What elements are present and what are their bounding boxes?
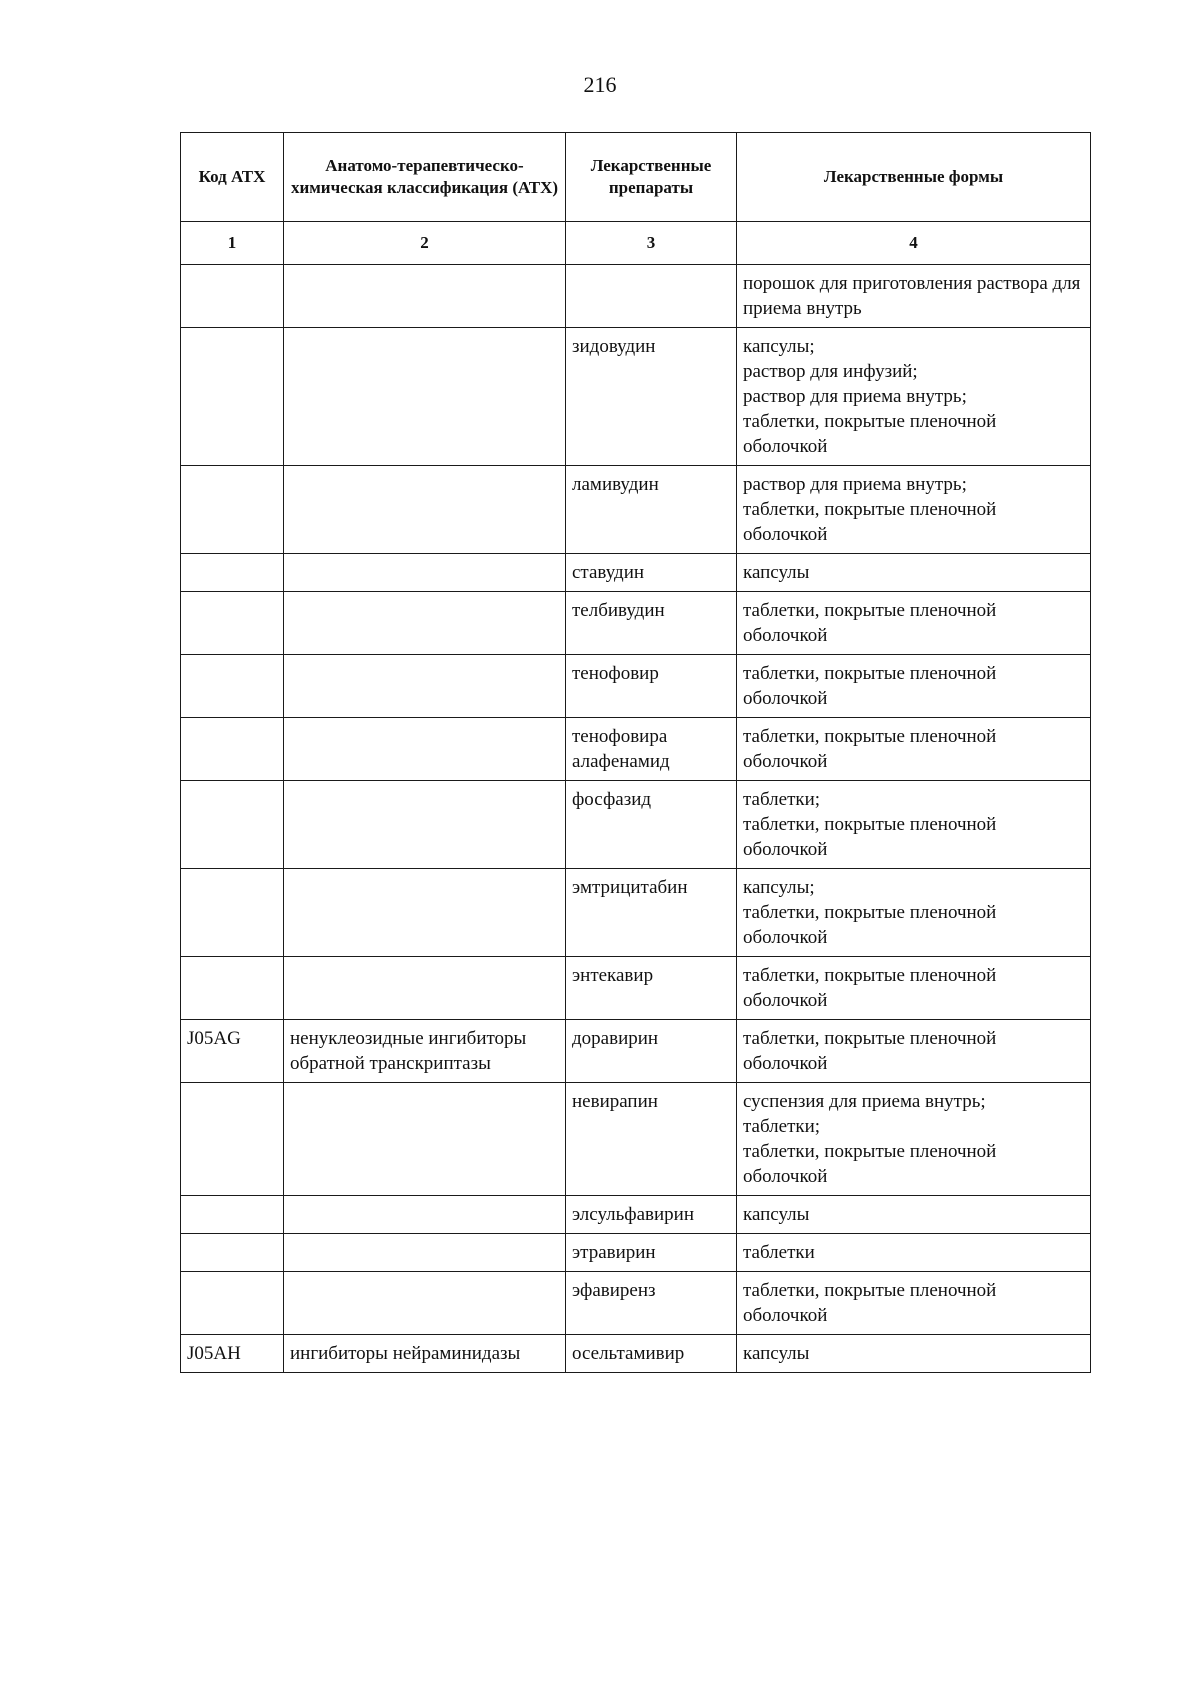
drug-cell: тенофовира алафенамид xyxy=(566,718,737,781)
header-row xyxy=(181,133,1091,222)
code-cell xyxy=(181,1083,284,1196)
table-row xyxy=(181,781,1091,869)
code-cell xyxy=(181,957,284,1020)
dosage-form: капсулы xyxy=(743,1204,810,1225)
forms-cell xyxy=(737,554,1091,592)
table-row xyxy=(181,1272,1091,1335)
dosage-form: таблетки xyxy=(743,1242,815,1263)
table-row xyxy=(181,592,1091,655)
dosage-form: суспензия для приема внутрь; xyxy=(743,1091,986,1112)
drug-cell: осельтамивир xyxy=(566,1335,737,1373)
forms-cell xyxy=(737,957,1091,1020)
table-row xyxy=(181,265,1091,328)
drug-cell: тенофовир xyxy=(566,655,737,718)
dosage-form: таблетки, покрытые пленочной оболочкой xyxy=(743,1280,997,1326)
classification-cell xyxy=(284,1196,566,1234)
atx-drug-table xyxy=(180,132,1091,1373)
column-number: 4 xyxy=(737,222,1091,265)
table-row xyxy=(181,1234,1091,1272)
forms-cell xyxy=(737,655,1091,718)
table-row xyxy=(181,1083,1091,1196)
column-number: 1 xyxy=(181,222,284,265)
code-cell xyxy=(181,869,284,957)
code-cell xyxy=(181,328,284,466)
drug-cell: ставудин xyxy=(566,554,737,592)
forms-cell xyxy=(737,1196,1091,1234)
drug-cell: энтекавир xyxy=(566,957,737,1020)
classification-cell xyxy=(284,554,566,592)
dosage-form: таблетки, покрытые пленочной оболочкой xyxy=(743,814,997,860)
forms-cell xyxy=(737,466,1091,554)
forms-cell xyxy=(737,1083,1091,1196)
classification-cell xyxy=(284,592,566,655)
dosage-form: таблетки; xyxy=(743,1116,821,1137)
classification-cell xyxy=(284,1272,566,1335)
code-cell xyxy=(181,781,284,869)
classification-cell xyxy=(284,869,566,957)
dosage-form: капсулы; xyxy=(743,877,815,898)
drug-cell: телбивудин xyxy=(566,592,737,655)
dosage-form: таблетки, покрытые пленочной оболочкой xyxy=(743,1028,997,1074)
header-classification: Анатомо-терапевтическо-химическая классификация (АТХ) xyxy=(284,133,566,222)
forms-cell xyxy=(737,1272,1091,1335)
page-number: 216 xyxy=(583,72,617,97)
classification-cell xyxy=(284,1083,566,1196)
forms-cell xyxy=(737,1335,1091,1373)
table-row xyxy=(181,655,1091,718)
dosage-form: таблетки, покрытые пленочной оболочкой xyxy=(743,965,997,1011)
drug-cell: эмтрицитабин xyxy=(566,869,737,957)
table-row xyxy=(181,466,1091,554)
dosage-form: таблетки, покрытые пленочной оболочкой xyxy=(743,600,997,646)
classification-cell: ингибиторы нейраминидазы xyxy=(284,1335,566,1373)
classification-cell xyxy=(284,781,566,869)
code-cell xyxy=(181,655,284,718)
dosage-form: раствор для приема внутрь; xyxy=(743,386,967,407)
table-body xyxy=(181,265,1091,1373)
dosage-form: таблетки, покрытые пленочной оболочкой xyxy=(743,902,997,948)
forms-cell xyxy=(737,718,1091,781)
forms-cell xyxy=(737,592,1091,655)
forms-cell xyxy=(737,1020,1091,1083)
dosage-form: таблетки, покрытые пленочной оболочкой xyxy=(743,726,997,772)
dosage-form: порошок для приготовления раствора для приема внутрь xyxy=(743,273,1081,319)
dosage-form: таблетки; xyxy=(743,789,821,810)
forms-cell xyxy=(737,265,1091,328)
drug-cell: этравирин xyxy=(566,1234,737,1272)
forms-cell xyxy=(737,869,1091,957)
column-number: 2 xyxy=(284,222,566,265)
dosage-form: капсулы xyxy=(743,1343,810,1364)
code-cell xyxy=(181,265,284,328)
drug-cell: доравирин xyxy=(566,1020,737,1083)
drug-cell: элсульфавирин xyxy=(566,1196,737,1234)
dosage-form: таблетки, покрытые пленочной оболочкой xyxy=(743,663,997,709)
code-cell xyxy=(181,1272,284,1335)
code-cell xyxy=(181,1196,284,1234)
table-row xyxy=(181,1335,1091,1373)
dosage-form: таблетки, покрытые пленочной оболочкой xyxy=(743,499,997,545)
dosage-form: таблетки, покрытые пленочной оболочкой xyxy=(743,411,997,457)
code-cell xyxy=(181,718,284,781)
code-cell: J05AH xyxy=(181,1335,284,1373)
code-cell xyxy=(181,554,284,592)
classification-cell xyxy=(284,718,566,781)
classification-cell xyxy=(284,466,566,554)
forms-cell xyxy=(737,1234,1091,1272)
drug-cell: невирапин xyxy=(566,1083,737,1196)
dosage-form: раствор для приема внутрь; xyxy=(743,474,967,495)
code-cell xyxy=(181,1234,284,1272)
classification-cell xyxy=(284,1234,566,1272)
table-row xyxy=(181,328,1091,466)
forms-cell xyxy=(737,781,1091,869)
classification-cell xyxy=(284,655,566,718)
column-number: 3 xyxy=(566,222,737,265)
drug-cell: ламивудин xyxy=(566,466,737,554)
header-forms: Лекарственные формы xyxy=(737,133,1091,222)
dosage-form: раствор для инфузий; xyxy=(743,361,918,382)
table-row xyxy=(181,957,1091,1020)
table-row xyxy=(181,1020,1091,1083)
header-drugs: Лекарственные препараты xyxy=(566,133,737,222)
column-number-row xyxy=(181,222,1091,265)
drug-cell: эфавиренз xyxy=(566,1272,737,1335)
forms-cell xyxy=(737,328,1091,466)
table-row xyxy=(181,718,1091,781)
code-cell xyxy=(181,592,284,655)
classification-cell xyxy=(284,957,566,1020)
dosage-form: капсулы xyxy=(743,562,810,583)
drug-cell: фосфазид xyxy=(566,781,737,869)
drug-cell xyxy=(566,265,737,328)
code-cell xyxy=(181,466,284,554)
table-row xyxy=(181,869,1091,957)
drug-cell: зидовудин xyxy=(566,328,737,466)
classification-cell xyxy=(284,328,566,466)
dosage-form: капсулы; xyxy=(743,336,815,357)
table-row xyxy=(181,554,1091,592)
classification-cell: ненуклеозидные ингибиторы обратной транскриптазы xyxy=(284,1020,566,1083)
code-cell: J05AG xyxy=(181,1020,284,1083)
header-code: Код АТХ xyxy=(181,133,284,222)
classification-cell xyxy=(284,265,566,328)
dosage-form: таблетки, покрытые пленочной оболочкой xyxy=(743,1141,997,1187)
table-row xyxy=(181,1196,1091,1234)
